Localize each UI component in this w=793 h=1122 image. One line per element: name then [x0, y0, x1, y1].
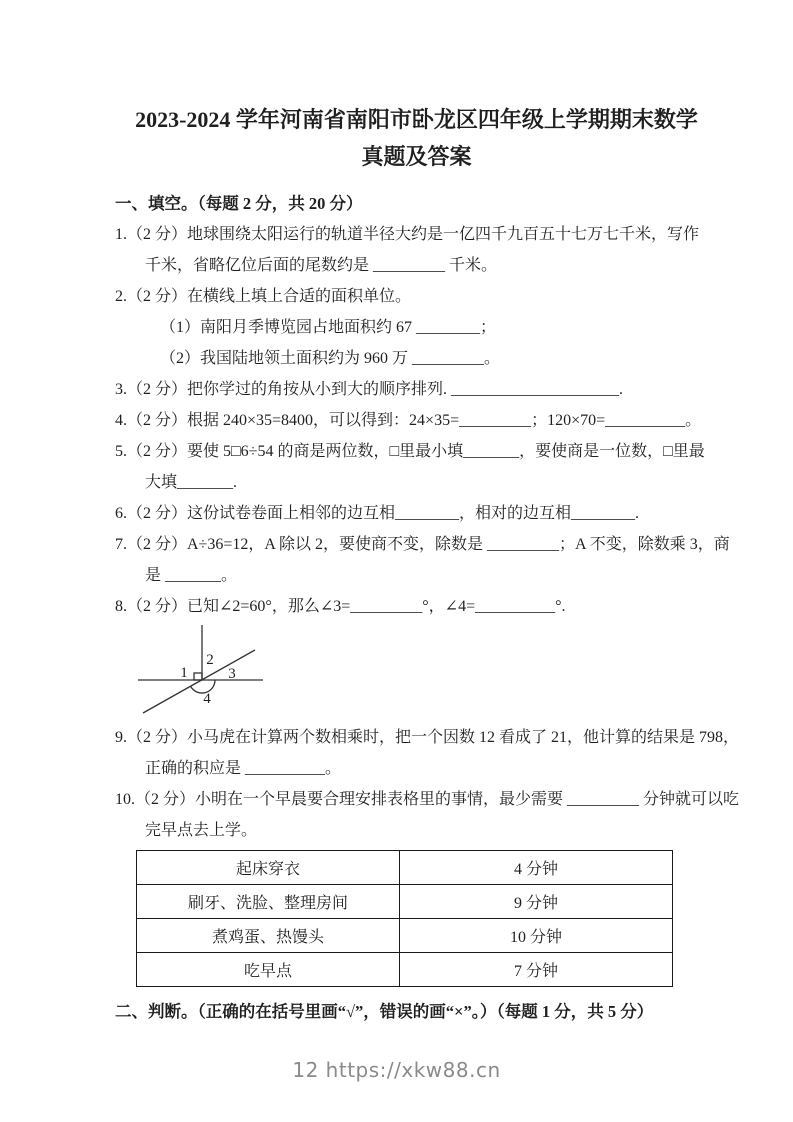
duration-cell: 9 分钟 [400, 885, 673, 919]
question-8-line-1: 8.（2 分）已知∠2=60°，那么∠3=_________°，∠4=__________°. [115, 598, 566, 615]
question-2-sub-2: （2）我国陆地领土面积约为 960 万 _________。 [160, 350, 501, 367]
angle-label-1: 1 [180, 665, 188, 681]
table-row [137, 919, 673, 953]
question-3-line-1: 3.（2 分）把你学过的角按从小到大的顺序排列. _____________________. [115, 381, 624, 398]
duration-cell: 10 分钟 [400, 919, 673, 953]
question-1-line-1: 1.（2 分）地球围绕太阳运行的轨道半径大约是一亿四千九百五十七万七千米，写作 [115, 226, 700, 243]
table-row [137, 953, 673, 987]
question-9-line-1: 9.（2 分）小马虎在计算两个数相乘时，把一个因数 12 看成了 21，他计算的结果是 798， [115, 729, 740, 746]
angle-label-4: 4 [203, 691, 211, 707]
angle-label-2: 2 [206, 652, 214, 668]
schedule-table [136, 850, 673, 987]
question-10-line-1: 10.（2 分）小明在一个早晨要合理安排表格里的事情，最少需要 _________ 分钟就可以吃 [115, 791, 740, 808]
question-9-line-2: 正确的积应是 __________。 [145, 760, 342, 777]
angle-label-3: 3 [228, 666, 236, 682]
question-7-line-2: 是 _______。 [145, 567, 238, 584]
activity-cell: 吃早点 [137, 953, 400, 987]
table-row [137, 885, 673, 919]
right-angle-marker [194, 673, 202, 680]
section1-heading: 一、填空。（每题 2 分，共 20 分） [115, 194, 363, 213]
angles-figure [125, 622, 733, 722]
duration-cell: 4 分钟 [400, 851, 673, 885]
question-5-line-2: 大填_______. [145, 474, 238, 491]
page-title-line2: 真题及答案 [361, 144, 472, 169]
section2-heading: 二、判断。（正确的在括号里画“√”，错误的画“×”。）（每题 1 分，共 5 分） [115, 1002, 654, 1021]
question-2-sub-1: （1）南阳月季博览园占地面积约 67 ________； [160, 319, 497, 336]
question-5-line-1: 5.（2 分）要使 5□6÷54 的商是两位数，□里最小填_______，要使商是一位数，□里最 [115, 443, 705, 460]
question-2-line-1: 2.（2 分）在横线上填上合适的面积单位。 [115, 288, 412, 305]
question-6-line-1: 6.（2 分）这份试卷卷面上相邻的边互相________，相对的边互相________. [115, 505, 640, 522]
duration-cell: 7 分钟 [400, 953, 673, 987]
page-footer-watermark: 12 https://xkw88.cn [292, 1058, 501, 1082]
question-7-line-1: 7.（2 分）A÷36=12，A 除以 2，要使商不变，除数是 _________；A 不变，除数乘 3，商 [115, 536, 730, 553]
page-title-line1: 2023-2024 学年河南省南阳市卧龙区四年级上学期期末数学 [135, 107, 698, 132]
spacer [115, 178, 733, 188]
question-1-line-2: 千米，省略亿位后面的尾数约是 _________ 千米。 [145, 257, 498, 274]
question-4-line-1: 4.（2 分）根据 240×35=8400，可以得到：24×35=_________；120×70=__________。 [115, 412, 702, 429]
activity-cell: 起床穿衣 [137, 851, 400, 885]
table-row [137, 851, 673, 885]
activity-cell: 煮鸡蛋、热馒头 [137, 919, 400, 953]
angles-figure-svg [125, 622, 335, 722]
diagonal-line [143, 650, 255, 713]
question-10-line-2: 完早点去上学。 [145, 822, 258, 839]
activity-cell: 刷牙、洗脸、整理房间 [137, 885, 400, 919]
